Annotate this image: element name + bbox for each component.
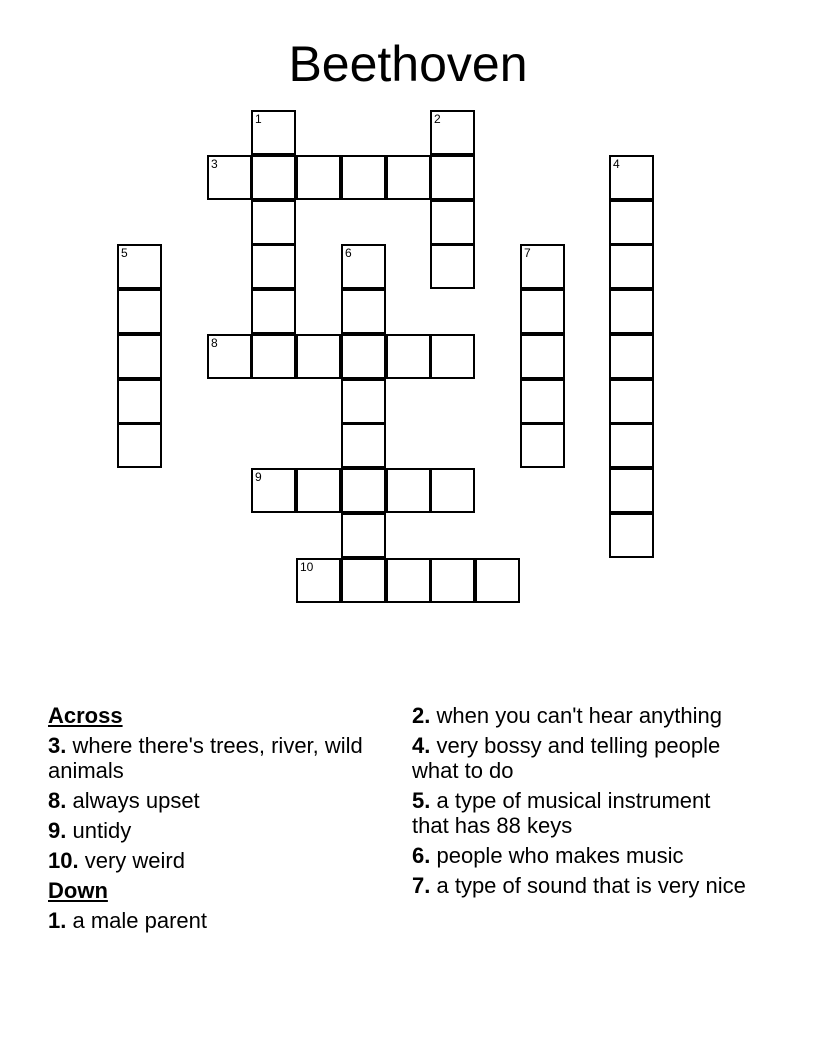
grid-cell[interactable] (430, 244, 475, 289)
clue-down-5[interactable] (412, 788, 752, 838)
grid-cell[interactable] (520, 423, 565, 468)
clue-number: 6. (412, 843, 431, 868)
grid-cell[interactable] (386, 155, 431, 200)
grid-cell[interactable] (341, 289, 386, 334)
grid-cell[interactable] (251, 244, 296, 289)
grid-cell[interactable] (341, 558, 386, 603)
grid-cell[interactable] (430, 558, 475, 603)
grid-cell[interactable] (251, 110, 296, 155)
grid-cell[interactable] (609, 379, 654, 424)
clue-text: a male parent (72, 908, 208, 933)
grid-cell[interactable] (251, 289, 296, 334)
cell-number: 3 (211, 157, 218, 171)
cell-number: 10 (300, 560, 314, 574)
grid-cell[interactable] (609, 289, 654, 334)
grid-cell[interactable] (609, 155, 654, 200)
grid-cell[interactable] (430, 200, 475, 245)
grid-cell[interactable] (251, 155, 296, 200)
clue-across-10[interactable] (48, 848, 388, 873)
grid-cell[interactable] (207, 334, 252, 379)
clue-number: 8. (48, 788, 67, 813)
grid-cell[interactable] (117, 423, 162, 468)
clue-number: 10. (48, 848, 79, 873)
grid-cell[interactable] (117, 379, 162, 424)
grid-cell[interactable] (430, 468, 475, 513)
cell-number: 2 (434, 112, 441, 126)
grid-cell[interactable] (386, 558, 431, 603)
grid-cell[interactable] (296, 558, 341, 603)
clue-text: when you can't hear anything (436, 703, 722, 728)
clue-down-7[interactable] (412, 873, 752, 898)
cell-number: 5 (121, 246, 128, 260)
clue-number: 5. (412, 788, 431, 813)
grid-cell[interactable] (341, 334, 386, 379)
grid-cell[interactable] (296, 468, 341, 513)
grid-cell[interactable] (341, 513, 386, 558)
grid-cell[interactable] (117, 334, 162, 379)
clue-text: always upset (72, 788, 200, 813)
grid-cell[interactable] (251, 334, 296, 379)
clue-text: where there's trees, river, wild animals (48, 733, 363, 783)
clue-down-4[interactable] (412, 733, 752, 783)
grid-cell[interactable] (386, 334, 431, 379)
cell-number: 7 (524, 246, 531, 260)
grid-cell[interactable] (251, 468, 296, 513)
down-heading: Down (48, 878, 108, 903)
grid-cell[interactable] (207, 155, 252, 200)
grid-cell[interactable] (117, 289, 162, 334)
clue-text: very bossy and telling people what to do (412, 733, 721, 783)
grid-cell[interactable] (430, 334, 475, 379)
grid-cell[interactable] (341, 423, 386, 468)
grid-cell[interactable] (430, 110, 475, 155)
grid-cell[interactable] (609, 244, 654, 289)
grid-cell[interactable] (386, 468, 431, 513)
clue-down-2[interactable] (412, 703, 752, 728)
grid-cell[interactable] (520, 379, 565, 424)
grid-cell[interactable] (609, 468, 654, 513)
grid-cell[interactable] (341, 468, 386, 513)
clue-across-9[interactable] (48, 818, 388, 843)
grid-cell[interactable] (430, 155, 475, 200)
grid-cell[interactable] (609, 513, 654, 558)
clue-text: a type of sound that is very nice (436, 873, 746, 898)
grid-cell[interactable] (341, 379, 386, 424)
grid-cell[interactable] (520, 334, 565, 379)
cell-number: 9 (255, 470, 262, 484)
cell-number: 6 (345, 246, 352, 260)
grid-cell[interactable] (475, 558, 520, 603)
grid-cell[interactable] (609, 334, 654, 379)
clue-across-8[interactable] (48, 788, 388, 813)
clue-number: 7. (412, 873, 431, 898)
grid-cell[interactable] (520, 244, 565, 289)
clue-number: 9. (48, 818, 67, 843)
clue-number: 3. (48, 733, 67, 758)
clue-number: 4. (412, 733, 431, 758)
grid-cell[interactable] (609, 423, 654, 468)
grid-cell[interactable] (296, 334, 341, 379)
grid-cell[interactable] (341, 155, 386, 200)
clue-text: very weird (84, 848, 185, 873)
grid-cell[interactable] (341, 244, 386, 289)
grid-cell[interactable] (117, 244, 162, 289)
clue-down-1[interactable] (48, 908, 388, 933)
clue-text: a type of musical instrument that has 88 keys (412, 788, 711, 838)
clue-number: 2. (412, 703, 431, 728)
grid-cell[interactable] (251, 200, 296, 245)
grid-cell[interactable] (296, 155, 341, 200)
clue-text: untidy (72, 818, 132, 843)
clue-down-6[interactable] (412, 843, 752, 868)
clue-across-3[interactable] (48, 733, 388, 783)
cell-number: 8 (211, 336, 218, 350)
clues-left-column (48, 703, 388, 938)
clue-number: 1. (48, 908, 67, 933)
clues-right-column (412, 703, 752, 903)
puzzle-title: Beethoven (288, 36, 528, 92)
clue-text: people who makes music (436, 843, 684, 868)
across-heading: Across (48, 703, 123, 728)
grid-cell[interactable] (520, 289, 565, 334)
grid-cell[interactable] (609, 200, 654, 245)
cell-number: 4 (613, 157, 620, 171)
cell-number: 1 (255, 112, 262, 126)
